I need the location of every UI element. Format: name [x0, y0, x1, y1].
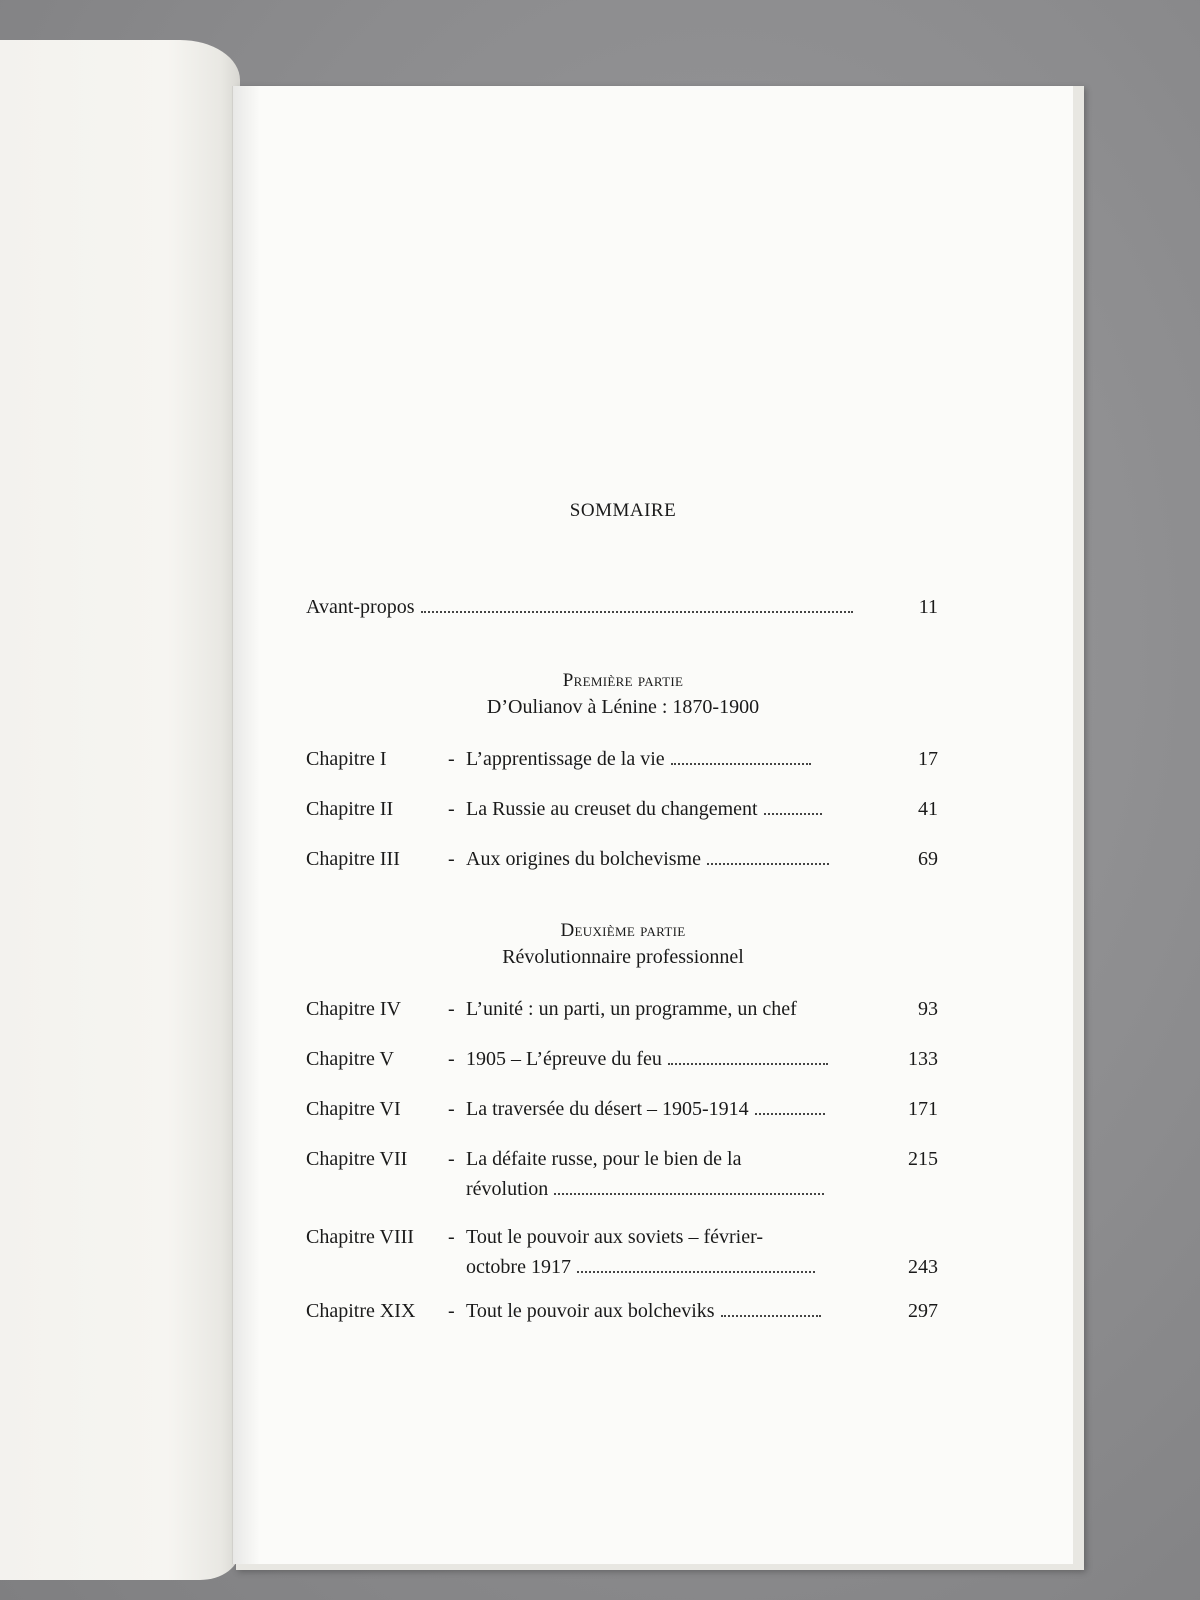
entry-dash: -: [448, 848, 455, 870]
entry-dash: -: [448, 1226, 455, 1248]
entry-page: 11: [918, 596, 938, 618]
part-subtitle: Révolutionnaire professionnel: [502, 946, 744, 968]
entry-page: 41: [918, 798, 938, 820]
part-label: Deuxième partie: [560, 920, 686, 941]
entry-chapter: Chapitre XIX: [306, 1300, 416, 1322]
entry-dash: -: [448, 998, 455, 1020]
entry-page: 93: [918, 998, 938, 1020]
toc-entry[interactable]: [306, 1222, 940, 1284]
entry-chapter: Chapitre II: [306, 798, 394, 820]
entry-chapter: Chapitre VII: [306, 1148, 408, 1170]
entry-chapter: Chapitre VIII: [306, 1226, 414, 1248]
entry-dash: -: [448, 748, 455, 770]
entry-page: 133: [908, 1048, 938, 1070]
entry-dash: -: [448, 1300, 455, 1322]
entry-dash: -: [448, 1098, 455, 1120]
entry-page: 297: [908, 1300, 938, 1322]
entry-page: 171: [908, 1098, 938, 1120]
entry-page: 215: [908, 1148, 938, 1170]
entry-title: Tout le pouvoir aux soviets – février- octobre 1917: [466, 1222, 868, 1282]
entry-title: Avant-propos: [306, 592, 886, 622]
entry-page: 243: [908, 1256, 938, 1278]
entry-dash: -: [448, 798, 455, 820]
entry-dash: -: [448, 1148, 455, 1170]
entry-chapter: Chapitre VI: [306, 1098, 401, 1120]
entry-title: La traversée du désert – 1905-1914: [466, 1094, 868, 1124]
entry-title: Tout le pouvoir aux bolcheviks: [466, 1296, 868, 1326]
entry-page: 69: [918, 848, 938, 870]
entry-title: L’unité : un parti, un programme, un chef: [466, 998, 797, 1020]
entry-chapter: Chapitre V: [306, 1048, 394, 1070]
entry-chapter: Chapitre IV: [306, 998, 401, 1020]
entry-title: La Russie au creuset du changement: [466, 794, 868, 824]
entry-dash: -: [448, 1048, 455, 1070]
entry-title: Aux origines du bolchevisme: [466, 844, 868, 874]
part-label: Première partie: [562, 670, 684, 691]
right-page: [232, 86, 1073, 1564]
part-title-1: [306, 670, 940, 719]
entry-title: 1905 – L’épreuve du feu: [466, 1044, 868, 1074]
entry-chapter: Chapitre I: [306, 748, 387, 770]
toc-heading: SOMMAIRE: [569, 500, 677, 521]
part-title-2: [306, 920, 940, 969]
left-page: [0, 40, 240, 1580]
entry-page: 17: [918, 748, 938, 770]
entry-title: La défaite russe, pour le bien de la révolution: [466, 1144, 868, 1204]
gutter-shadow: [232, 86, 260, 1564]
toc-entry[interactable]: [306, 1144, 940, 1206]
entry-chapter: Chapitre III: [306, 848, 400, 870]
part-subtitle: D’Oulianov à Lénine : 1870-1900: [486, 696, 760, 718]
entry-title: L’apprentissage de la vie: [466, 744, 868, 774]
